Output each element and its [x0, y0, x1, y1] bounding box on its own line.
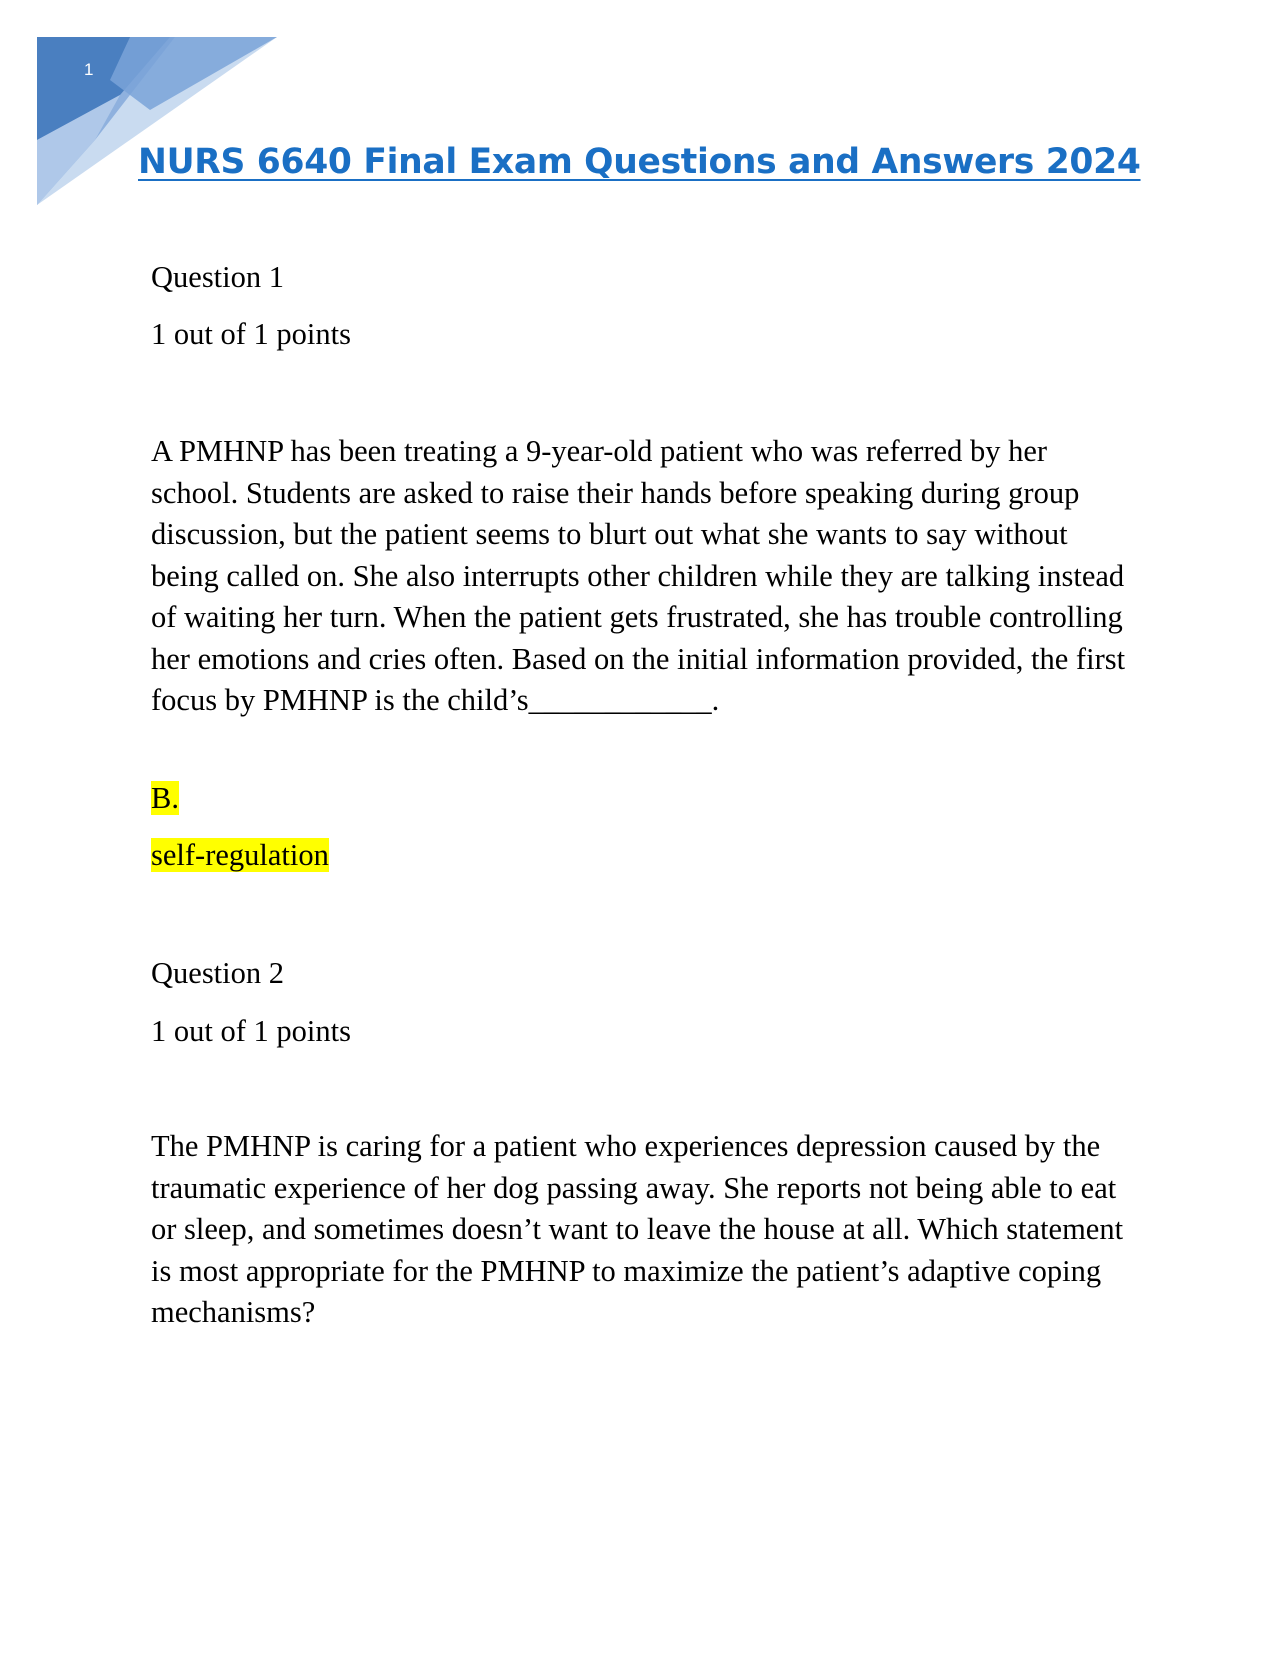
question-1-answer-letter	[151, 781, 179, 816]
question-1-label: Question 1	[151, 260, 285, 294]
question-2-points: 1 out of 1 points	[151, 1014, 351, 1048]
question-2-label: Question 2	[151, 956, 285, 990]
answer-highlight: B.	[151, 781, 179, 815]
corner-decoration	[0, 0, 300, 220]
question-1-points: 1 out of 1 points	[151, 317, 351, 351]
page-number: 1	[84, 60, 94, 79]
question-2-text: The PMHNP is caring for a patient who experiences depression caused by the traumatic experience of her dog passing away. She reports not being able to eat or sleep, and sometimes doesn’t want to leave the house at all. Which statement is most appropriate for the PMHNP to maximize the patient’s adaptive coping mechanisms?	[151, 1129, 1124, 1329]
question-1-answer-text	[151, 838, 329, 873]
answer-highlight: self-regulation	[151, 838, 329, 872]
question-1-text: A PMHNP has been treating a 9-year-old patient who was referred by her school. Students are asked to raise their hands before speaking during group discussion, but the patient seems to blurt out what she wants to say without being called on. She also interrupts other children while they are talking instead of waiting her turn. When the patient gets frustrated, she has trouble controlling her emotions and cries often. Based on the initial information provided, the first focus by PMHNP is the child’s____________.	[151, 434, 1126, 717]
document-title: NURS 6640 Final Exam Questions and Answers 2024	[138, 142, 1141, 182]
